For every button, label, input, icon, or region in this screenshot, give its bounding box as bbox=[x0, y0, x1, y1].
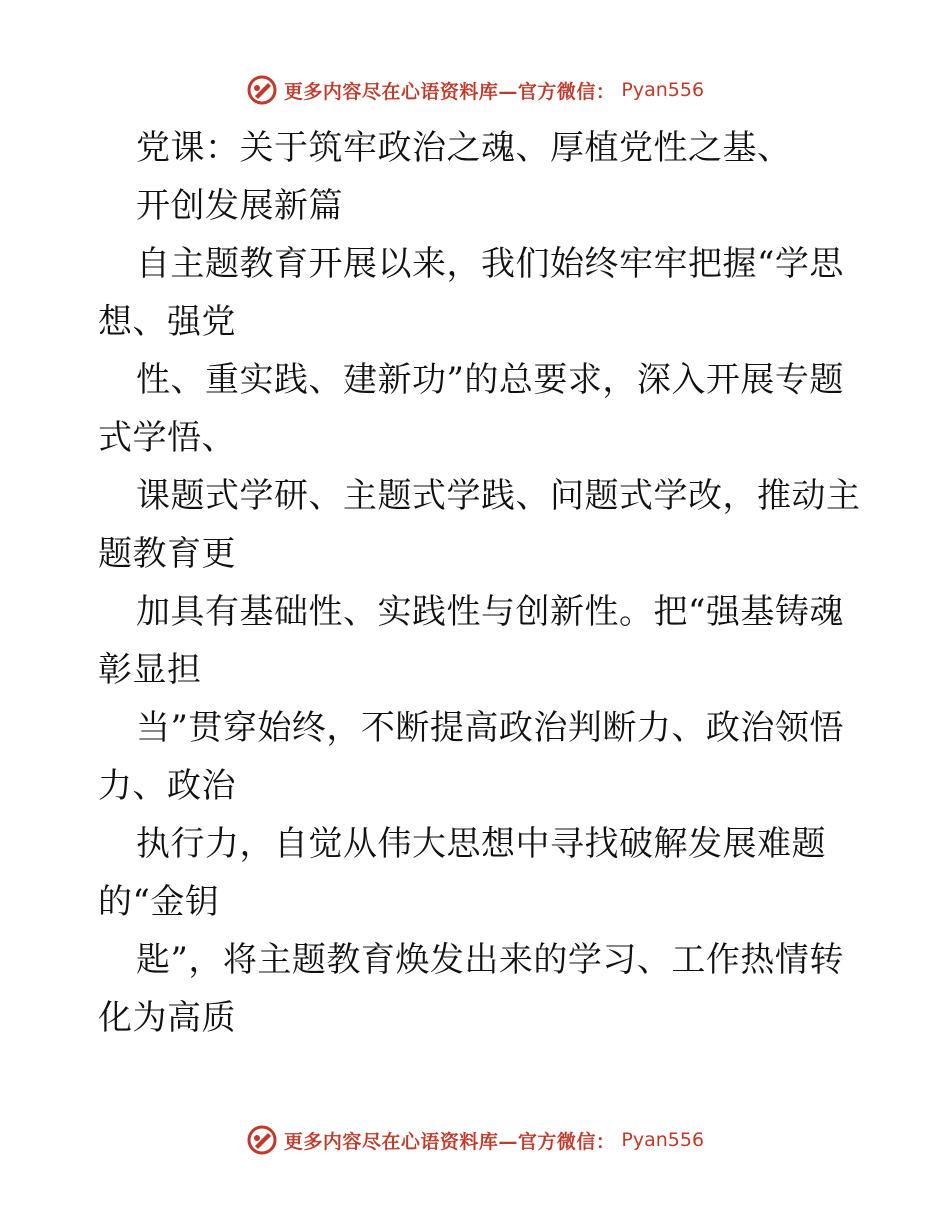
doc-line: 的“金钥 bbox=[98, 882, 220, 922]
doc-line: 匙”，将主题教育焕发出来的学习、工作热情转 bbox=[136, 940, 844, 980]
doc-title-line-1: 党课：关于筑牢政治之魂、厚植党性之基、 bbox=[136, 128, 792, 168]
doc-line: 自主题教育开展以来，我们始终牢牢把握“学思 bbox=[136, 244, 844, 284]
brand-logo-icon bbox=[246, 1124, 278, 1156]
doc-line: 执行力，自觉从伟大思想中寻找破解发展难题 bbox=[136, 824, 826, 864]
doc-line: 加具有基础性、实践性与创新性。把“强基铸魂 bbox=[136, 592, 844, 632]
footer-banner bbox=[0, 1120, 950, 1160]
footer-wechat-id: Pyan556 bbox=[621, 1129, 705, 1151]
doc-line: 彰显担 bbox=[98, 650, 202, 690]
doc-line: 当”贯穿始终，不断提高政治判断力、政治领悟 bbox=[136, 708, 844, 748]
doc-line: 课题式学研、主题式学践、问题式学改，推动主 bbox=[136, 476, 861, 516]
doc-line: 化为高质 bbox=[98, 998, 236, 1038]
header-banner-text: 更多内容尽在心语资料库—官方微信： bbox=[283, 80, 616, 103]
brand-logo-icon bbox=[246, 74, 278, 106]
doc-line: 式学悟、 bbox=[98, 418, 236, 458]
doc-line: 题教育更 bbox=[98, 534, 236, 574]
doc-line: 性、重实践、建新功”的总要求，深入开展专题 bbox=[136, 360, 844, 400]
doc-title-line-2: 开创发展新篇 bbox=[136, 186, 343, 226]
doc-line: 力、政治 bbox=[98, 766, 236, 806]
header-banner bbox=[0, 70, 950, 110]
footer-banner-text: 更多内容尽在心语资料库—官方微信： bbox=[283, 1130, 616, 1153]
header-wechat-id: Pyan556 bbox=[621, 79, 705, 101]
doc-line: 想、强党 bbox=[98, 302, 236, 342]
